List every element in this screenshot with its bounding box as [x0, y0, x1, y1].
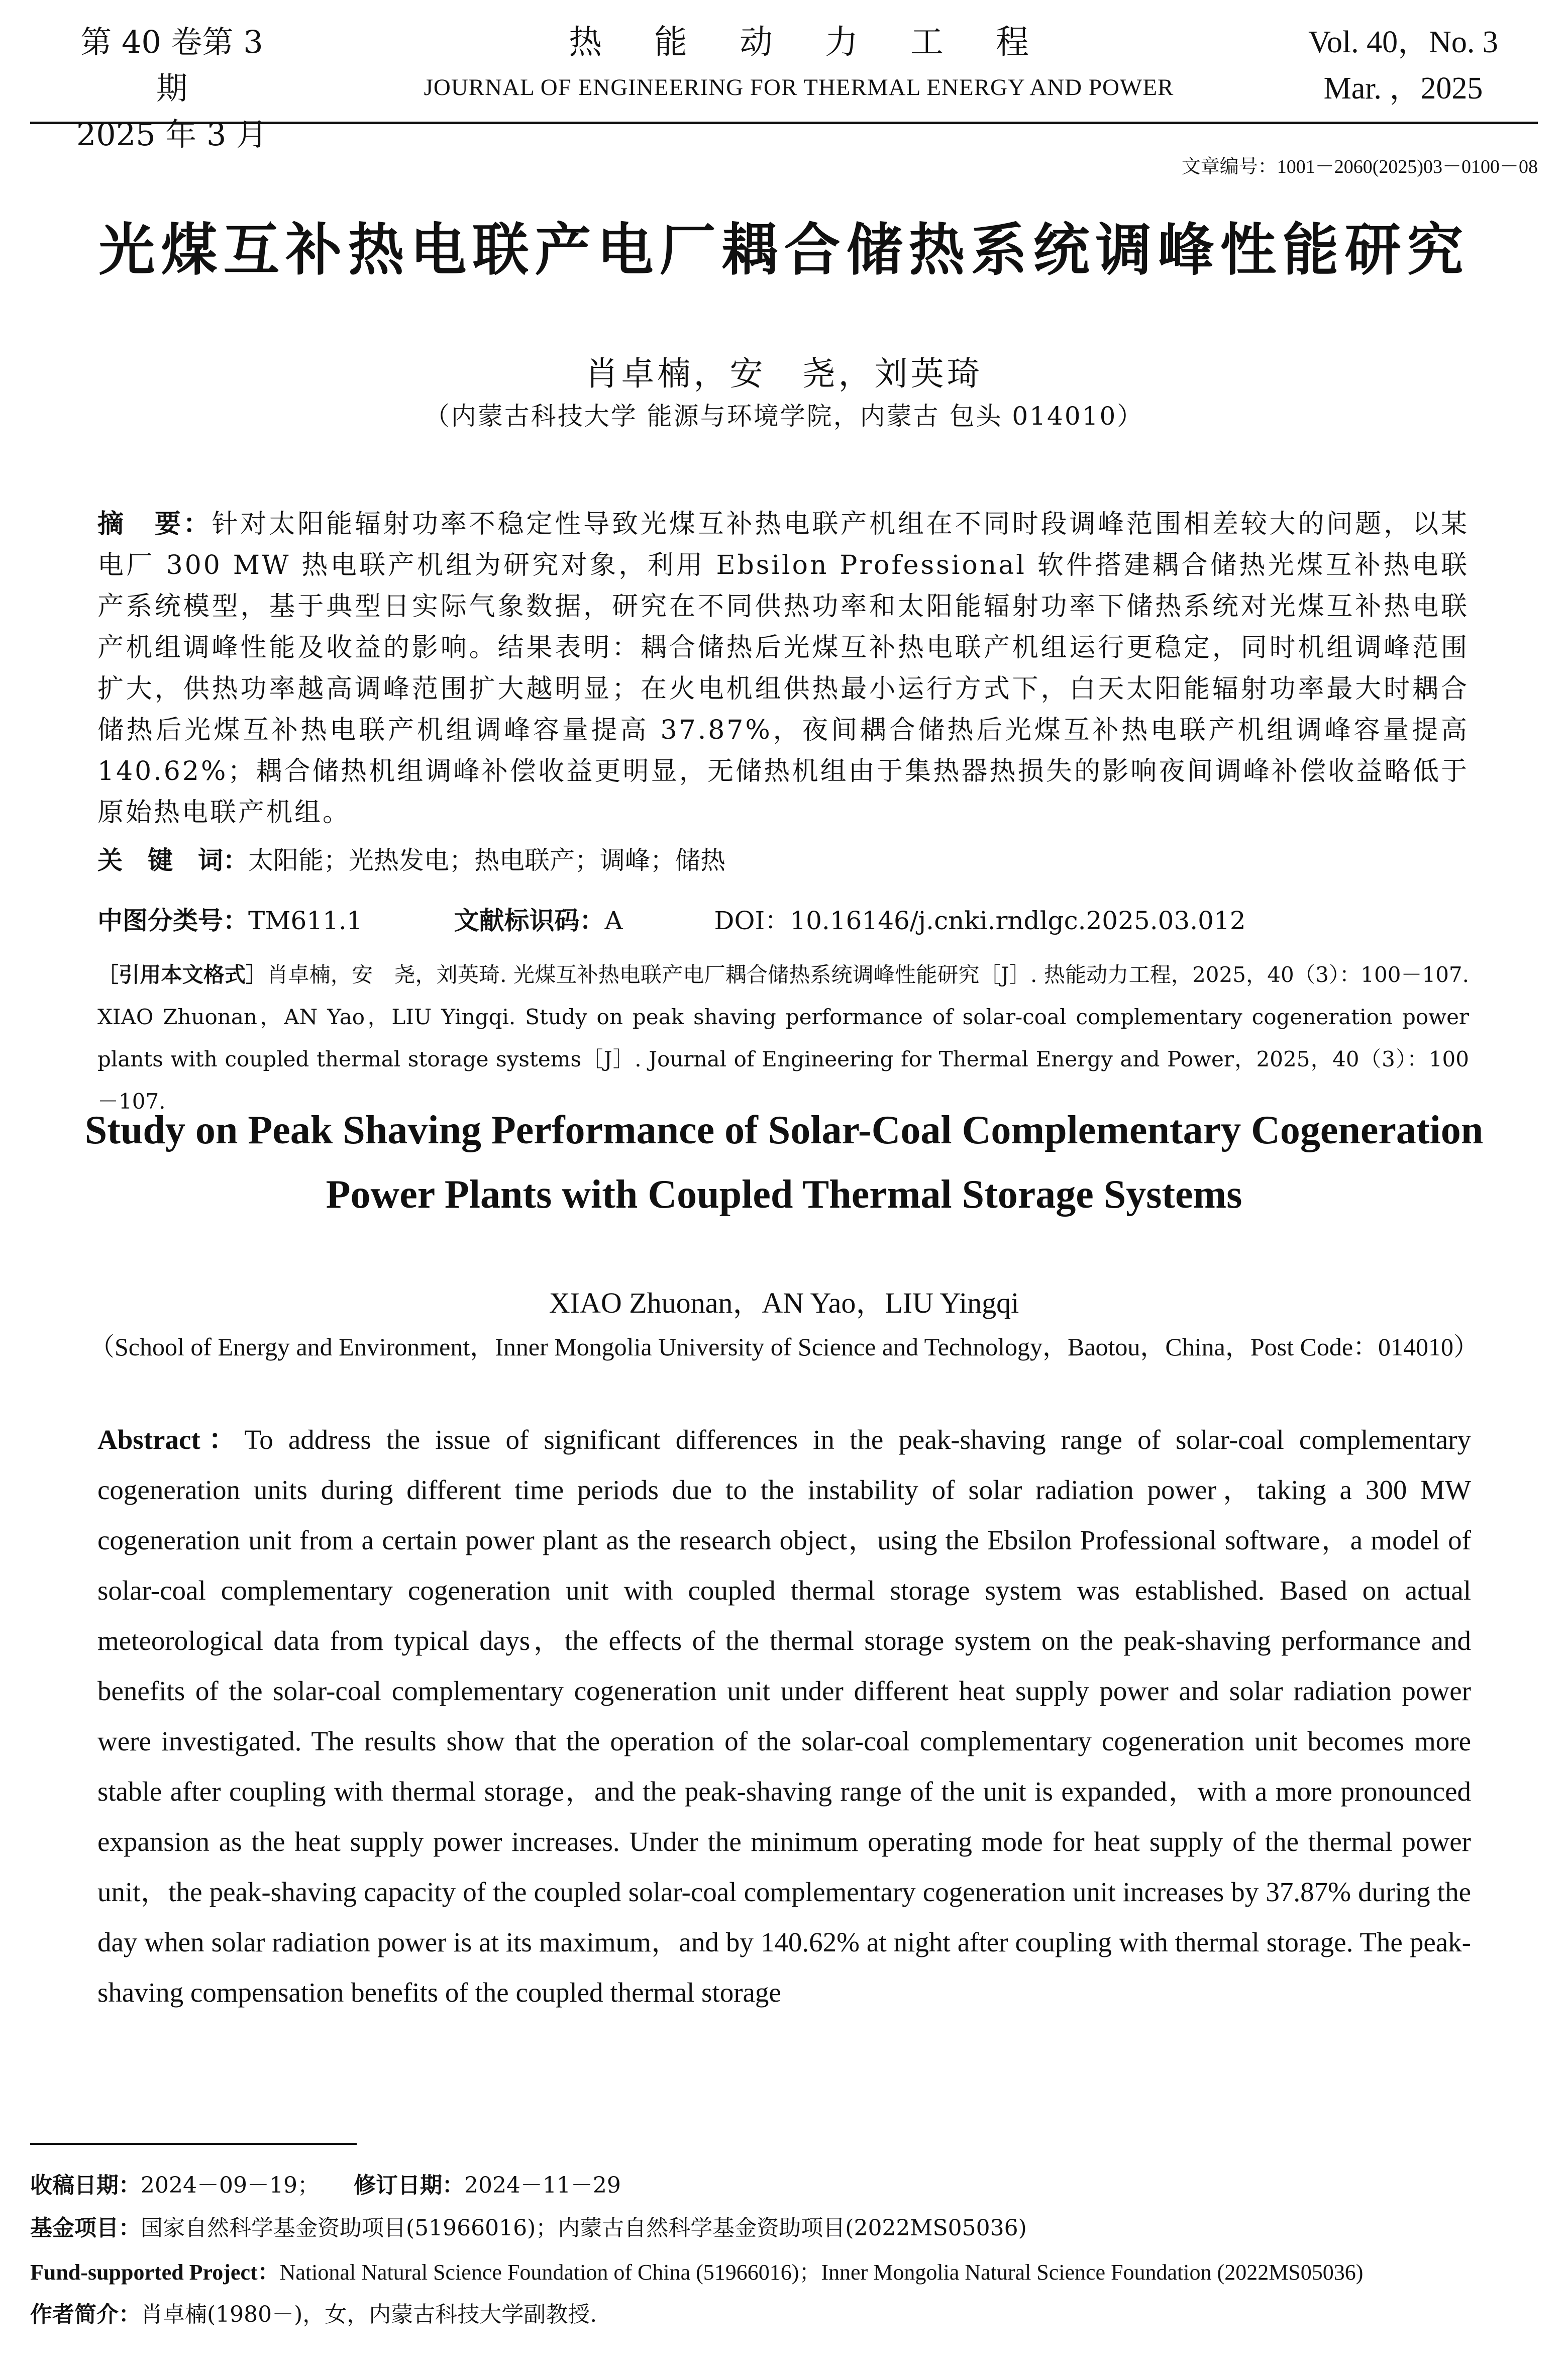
- citation: [97, 954, 1469, 1123]
- fund-value: 国家自然科学基金资助项目(51966016)；内蒙古自然科学基金资助项目(2022MS05036): [141, 2215, 1027, 2241]
- authors-en: XIAO Zhuonan，AN Yao，LIU Yingqi: [549, 1287, 1019, 1319]
- affiliation-cn: （内蒙古科技大学 能源与环境学院，内蒙古 包头 014010）: [424, 402, 1144, 431]
- revised-value: 2024－11－29: [464, 2173, 621, 2198]
- journal-char: 力: [825, 23, 858, 61]
- doc-code-value: A: [604, 906, 623, 935]
- fund-en-label: Fund-supported Project：: [30, 2260, 280, 2285]
- abstract-cn: [97, 504, 1469, 833]
- title-en: [0, 1098, 1568, 1227]
- affiliation-en: （School of Energy and Environment，Inner Mongolia University of Science and Technology，Baotou，China，Post Code：014010）: [89, 1333, 1479, 1361]
- issue-info-en: [1298, 19, 1509, 112]
- footnote-fund-en: [30, 2255, 1537, 2290]
- journal-char: 能: [654, 23, 687, 61]
- journal-name-en: JOURNAL OF ENGINEERING FOR THERMAL ENERGY AND POWER: [424, 74, 1174, 101]
- author-intro-value: 肖卓楠(1980－)，女，内蒙古科技大学副教授.: [141, 2302, 597, 2327]
- article-number: 文章编号：1001－2060(2025)03－0100－08: [1181, 156, 1538, 177]
- abstract-en-label: Abstract：: [97, 1424, 245, 1455]
- journal-char: 动: [740, 23, 773, 61]
- clc-label: 中图分类号：: [97, 906, 248, 935]
- fund-en-value: National Natural Science Foundation of China (51966016)；Inner Mongolia Natural Science Foundation (2022MS05036): [279, 2260, 1364, 2285]
- received-label: 收稿日期：: [30, 2173, 141, 2198]
- abstract-en-text: To address the issue of significant differences in the peak-shaving range of solar-coal complementary cogeneration units during different time periods due to the instability of solar radiation power，taking a 300 MW cogeneration unit from a certain power plant as the research object，using the Ebsilon Professional software，a model of solar-coal complementary cogeneration unit with coupled thermal storage system was established. Based on actual meteorological data from typical days，the effects of the thermal storage system on the peak-shaving performance and benefits of the solar-coal complementary cogeneration unit under different heat supply power and solar radiation power were investigated. The results show that the operation of the solar-coal complementary cogeneration unit becomes more stable after coupling with thermal storage，and the peak-shaving range of the unit is expanded，with a more pronounced expansion as the heat supply power increases. Under the minimum operating mode for heat supply of the thermal power unit，the peak-shaving capacity of the coupled solar-coal complementary cogeneration unit increases by 37.87% during the day when solar radiation power is at its maximum，and by 140.62% at night after coupling with thermal storage. The peak-shaving compensation benefits of the coupled thermal storage: [97, 1424, 1472, 2008]
- abstract-cn-text: 针对太阳能辐射功率不稳定性导致光煤互补热电联产机组在不同时段调峰范围相差较大的问题，以某电厂 300 MW 热电联产机组为研究对象，利用 Ebsilon Professional 软件搭建耦合储热光煤互补热电联产系统模型，基于典型日实际气象数据，研究在不同供热功率和太阳能辐射功率下储热系统对光煤互补热电联产机组调峰性能及收益的影响。结果表明：耦合储热后光煤互补热电联产机组运行更稳定，同时机组调峰范围扩大，供热功率越高调峰范围扩大越明显；在火电机组供热最小运行方式下，白天太阳能辐射功率最大时耦合储热后光煤互补热电联产机组调峰容量提高 37.87%，夜间耦合储热后光煤互补热电联产机组调峰容量提高 140.62%；耦合储热机组调峰补偿收益更明显，无储热机组由于集热器热损失的影响夜间调峰补偿收益略低于原始热电联产机组。: [97, 509, 1469, 828]
- doi: DOI：10.16146/j.cnki.rndlgc.2025.03.012: [714, 906, 1246, 935]
- keywords-cn: [97, 840, 1469, 876]
- clc-value: TM611.1: [248, 906, 363, 935]
- classification-line: [97, 901, 1469, 937]
- abstract-en: [97, 1415, 1471, 2018]
- title-en-line: Study on Peak Shaving Performance of Solar-Coal Complementary Cogeneration: [84, 1108, 1484, 1152]
- received-value: 2024－09－19；: [141, 2173, 320, 2198]
- citation-text: 肖卓楠，安 尧，刘英琦. 光煤互补热电联产电厂耦合储热系统调峰性能研究［J］. 热能动力工程，2025，40（3）：100－107. XIAO Zhuonan，AN Yao，LIU Yingqi. Study on peak shaving performance of solar-coal complementary cogeneration power plants with coupled thermal storage systems［J］. Journal of Engineering for Thermal Energy and Power，2025，40（3）：100－107.: [97, 962, 1469, 1114]
- footnote-dates: [30, 2169, 1537, 2203]
- header-divider: [30, 122, 1538, 124]
- volume-issue-en: Vol. 40，No. 3: [1308, 25, 1498, 59]
- journal-char: 工: [910, 23, 944, 61]
- date-cn: 2025 年 3 月: [76, 116, 268, 153]
- title-en-line: Power Plants with Coupled Thermal Storage Systems: [326, 1172, 1242, 1217]
- footnote-fund-cn: [30, 2211, 1537, 2245]
- journal-char: 程: [996, 23, 1029, 61]
- footnote-author: [30, 2298, 1537, 2332]
- abstract-cn-label: 摘 要：: [97, 509, 212, 539]
- citation-label: ［引用本文格式］: [97, 962, 267, 987]
- fund-label: 基金项目：: [30, 2215, 141, 2241]
- title-cn: 光煤互补热电联产电厂耦合储热系统调峰性能研究: [98, 218, 1470, 283]
- keywords-cn-label: 关 键 词：: [97, 846, 248, 875]
- footnote-divider: [30, 2143, 357, 2145]
- issue-info: [61, 19, 282, 158]
- date-en: Mar. ，2025: [1323, 71, 1483, 106]
- journal-name: [382, 19, 1216, 110]
- revised-label: 修订日期：: [353, 2173, 464, 2198]
- journal-char: 热: [569, 23, 602, 61]
- authors-cn: 肖卓楠，安 尧，刘英琦: [585, 354, 983, 393]
- journal-name-cn: [382, 19, 1216, 65]
- doc-code-label: 文献标识码：: [454, 906, 605, 935]
- volume-issue-cn: 第 40 卷第 3 期: [80, 24, 263, 107]
- keywords-cn-text: 太阳能；光热发电；热电联产；调峰；储热: [248, 846, 725, 875]
- author-intro-label: 作者简介：: [30, 2302, 141, 2327]
